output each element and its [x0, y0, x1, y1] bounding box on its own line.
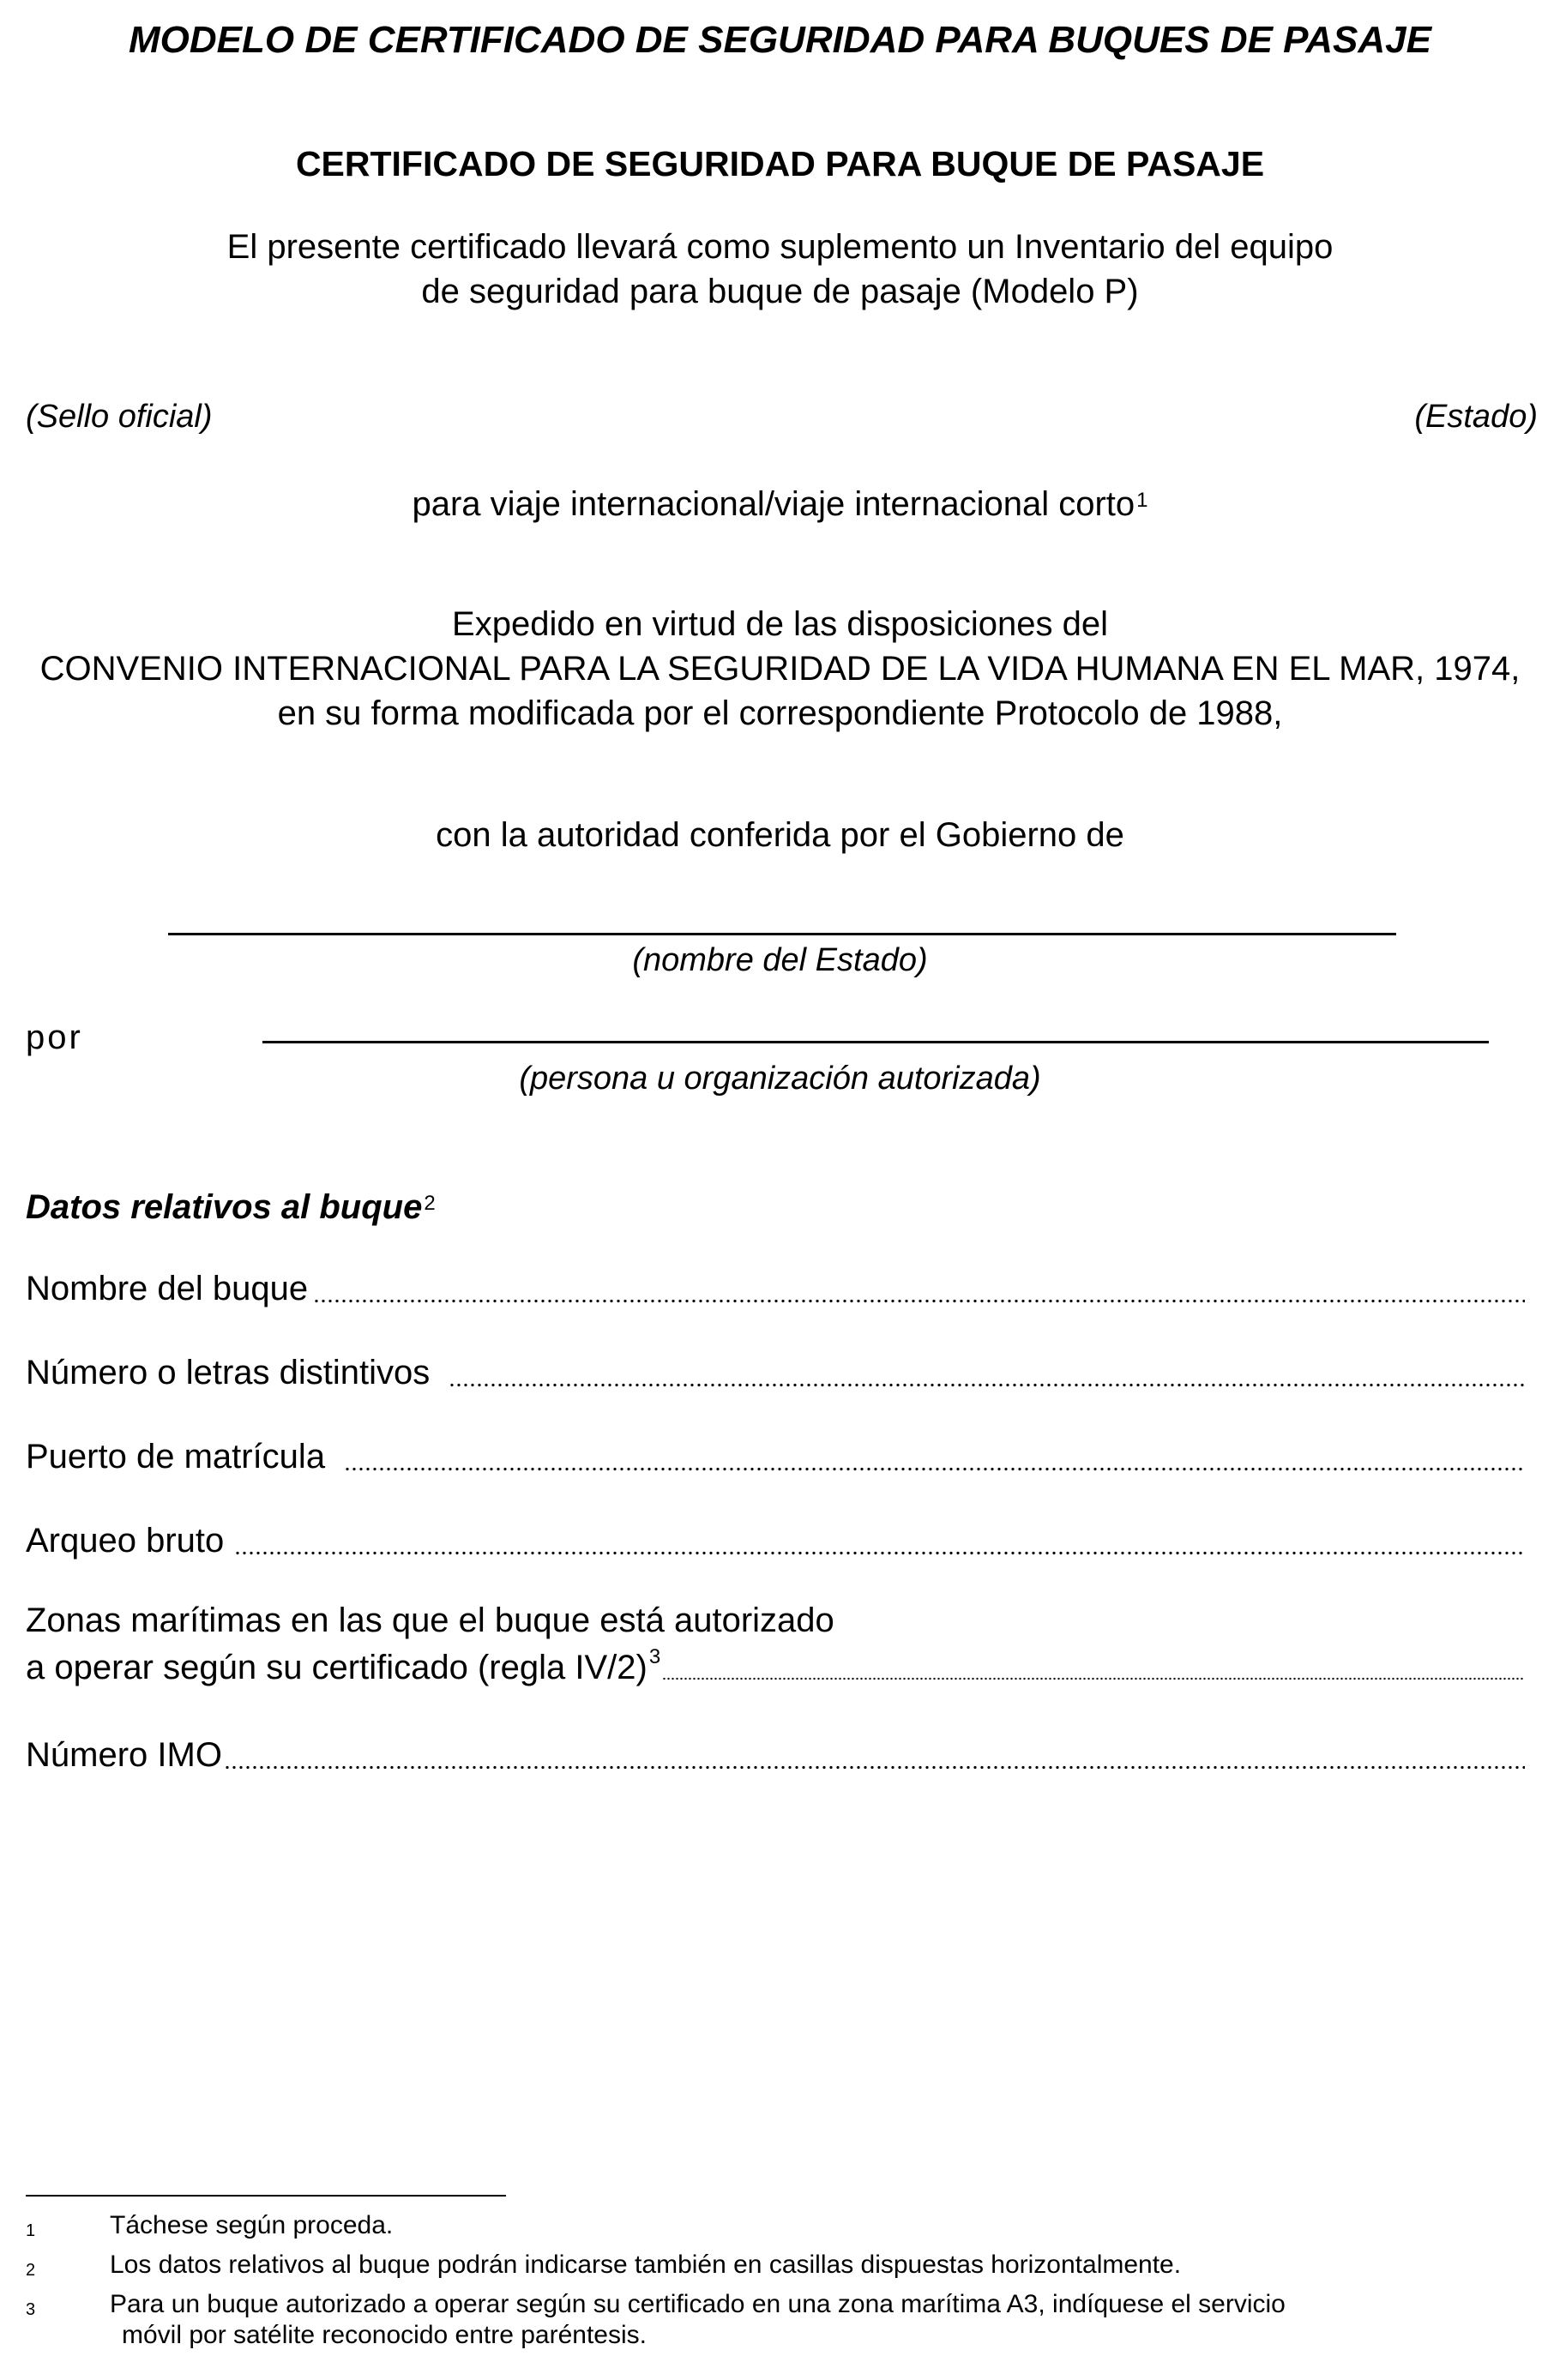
distinctive-number-label: Número o letras distintivos — [26, 1354, 431, 1391]
gross-tonnage-field — [26, 1516, 1525, 1560]
footnote-ref-3: 3 — [648, 1645, 661, 1668]
authority-text: con la autoridad conferida por el Gobierno de — [436, 816, 1124, 854]
ship-data-heading-text: Datos relativos al buque — [26, 1188, 423, 1226]
imo-number-blank — [224, 1735, 1525, 1770]
certificate-title: CERTIFICADO DE SEGURIDAD PARA BUQUE DE PASAJE — [295, 144, 1265, 183]
sea-areas-label-line-2 — [26, 1645, 662, 1687]
imo-number-label: Número IMO — [26, 1736, 222, 1774]
footnote-3-text-continued: móvil por satélite reconocido entre paréntesis. — [122, 2321, 647, 2349]
issued-line-1: Expedido en virtud de las disposiciones del — [452, 605, 1108, 643]
authorized-person-caption: (persona u organización autorizada) — [519, 1061, 1041, 1097]
voyage-text: para viaje internacional/viaje internacional corto — [412, 485, 1135, 523]
authorized-person-line — [262, 1041, 1489, 1043]
distinctive-number-field — [26, 1348, 1525, 1392]
voyage-type — [0, 482, 1560, 526]
ship-name-label: Nombre del buque — [26, 1270, 309, 1307]
port-of-registry-blank — [344, 1437, 1525, 1471]
gross-tonnage-label: Arqueo bruto — [26, 1522, 225, 1560]
footnote-ref-2: 2 — [424, 1192, 436, 1215]
supplement-line-1: El presente certificado llevará como suplemento un Inventario del equipo — [226, 228, 1334, 266]
footnote-3-number: 3 — [26, 2300, 36, 2319]
official-seal-label: (Sello oficial) — [26, 399, 213, 435]
issued-line-3: en su forma modificada por el correspondiente Protocolo de 1988, — [277, 694, 1283, 732]
sea-areas-field — [26, 1643, 1525, 1687]
state-label: (Estado) — [1414, 399, 1538, 435]
ship-name-blank — [313, 1269, 1525, 1303]
ship-data-heading — [26, 1185, 436, 1229]
state-name-caption: (nombre del Estado) — [632, 942, 928, 978]
port-of-registry-field — [26, 1432, 1525, 1476]
footnote-2-number: 2 — [26, 2261, 36, 2280]
distinctive-number-blank — [449, 1353, 1525, 1387]
footnote-1-text: Táchese según proceda. — [110, 2211, 394, 2239]
issued-line-2: CONVENIO INTERNACIONAL PARA LA SEGURIDAD DE LA VIDA HUMANA EN EL MAR, 1974, — [39, 650, 1521, 688]
sea-areas-label-line-1: Zonas marítimas en las que el buque está autorizado — [26, 1602, 834, 1639]
supplement-line-2: de seguridad para buque de pasaje (Modelo P) — [421, 273, 1139, 310]
document-title: MODELO DE CERTIFICADO DE SEGURIDAD PARA BUQUES DE PASAJE — [129, 19, 1431, 61]
sea-areas-label-text: a operar según su certificado (regla IV/2) — [26, 1649, 647, 1686]
footnote-3-text: Para un buque autorizado a operar según su certificado en una zona marítima A3, indíquese el servicio — [110, 2290, 1286, 2318]
footnote-separator — [26, 2195, 506, 2197]
port-of-registry-label: Puerto de matrícula — [26, 1438, 326, 1475]
por-label: por — [26, 1019, 83, 1056]
footnote-1-number: 1 — [26, 2221, 36, 2240]
imo-number-field — [26, 1730, 1525, 1775]
sea-areas-blank — [662, 1646, 1525, 1680]
state-name-line — [168, 933, 1396, 935]
gross-tonnage-blank — [234, 1521, 1525, 1555]
footnote-ref-1: 1 — [1136, 489, 1148, 512]
footnote-2-text: Los datos relativos al buque podrán indicarse también en casillas dispuestas horizontalmente. — [110, 2251, 1182, 2279]
ship-name-field — [26, 1264, 1525, 1308]
